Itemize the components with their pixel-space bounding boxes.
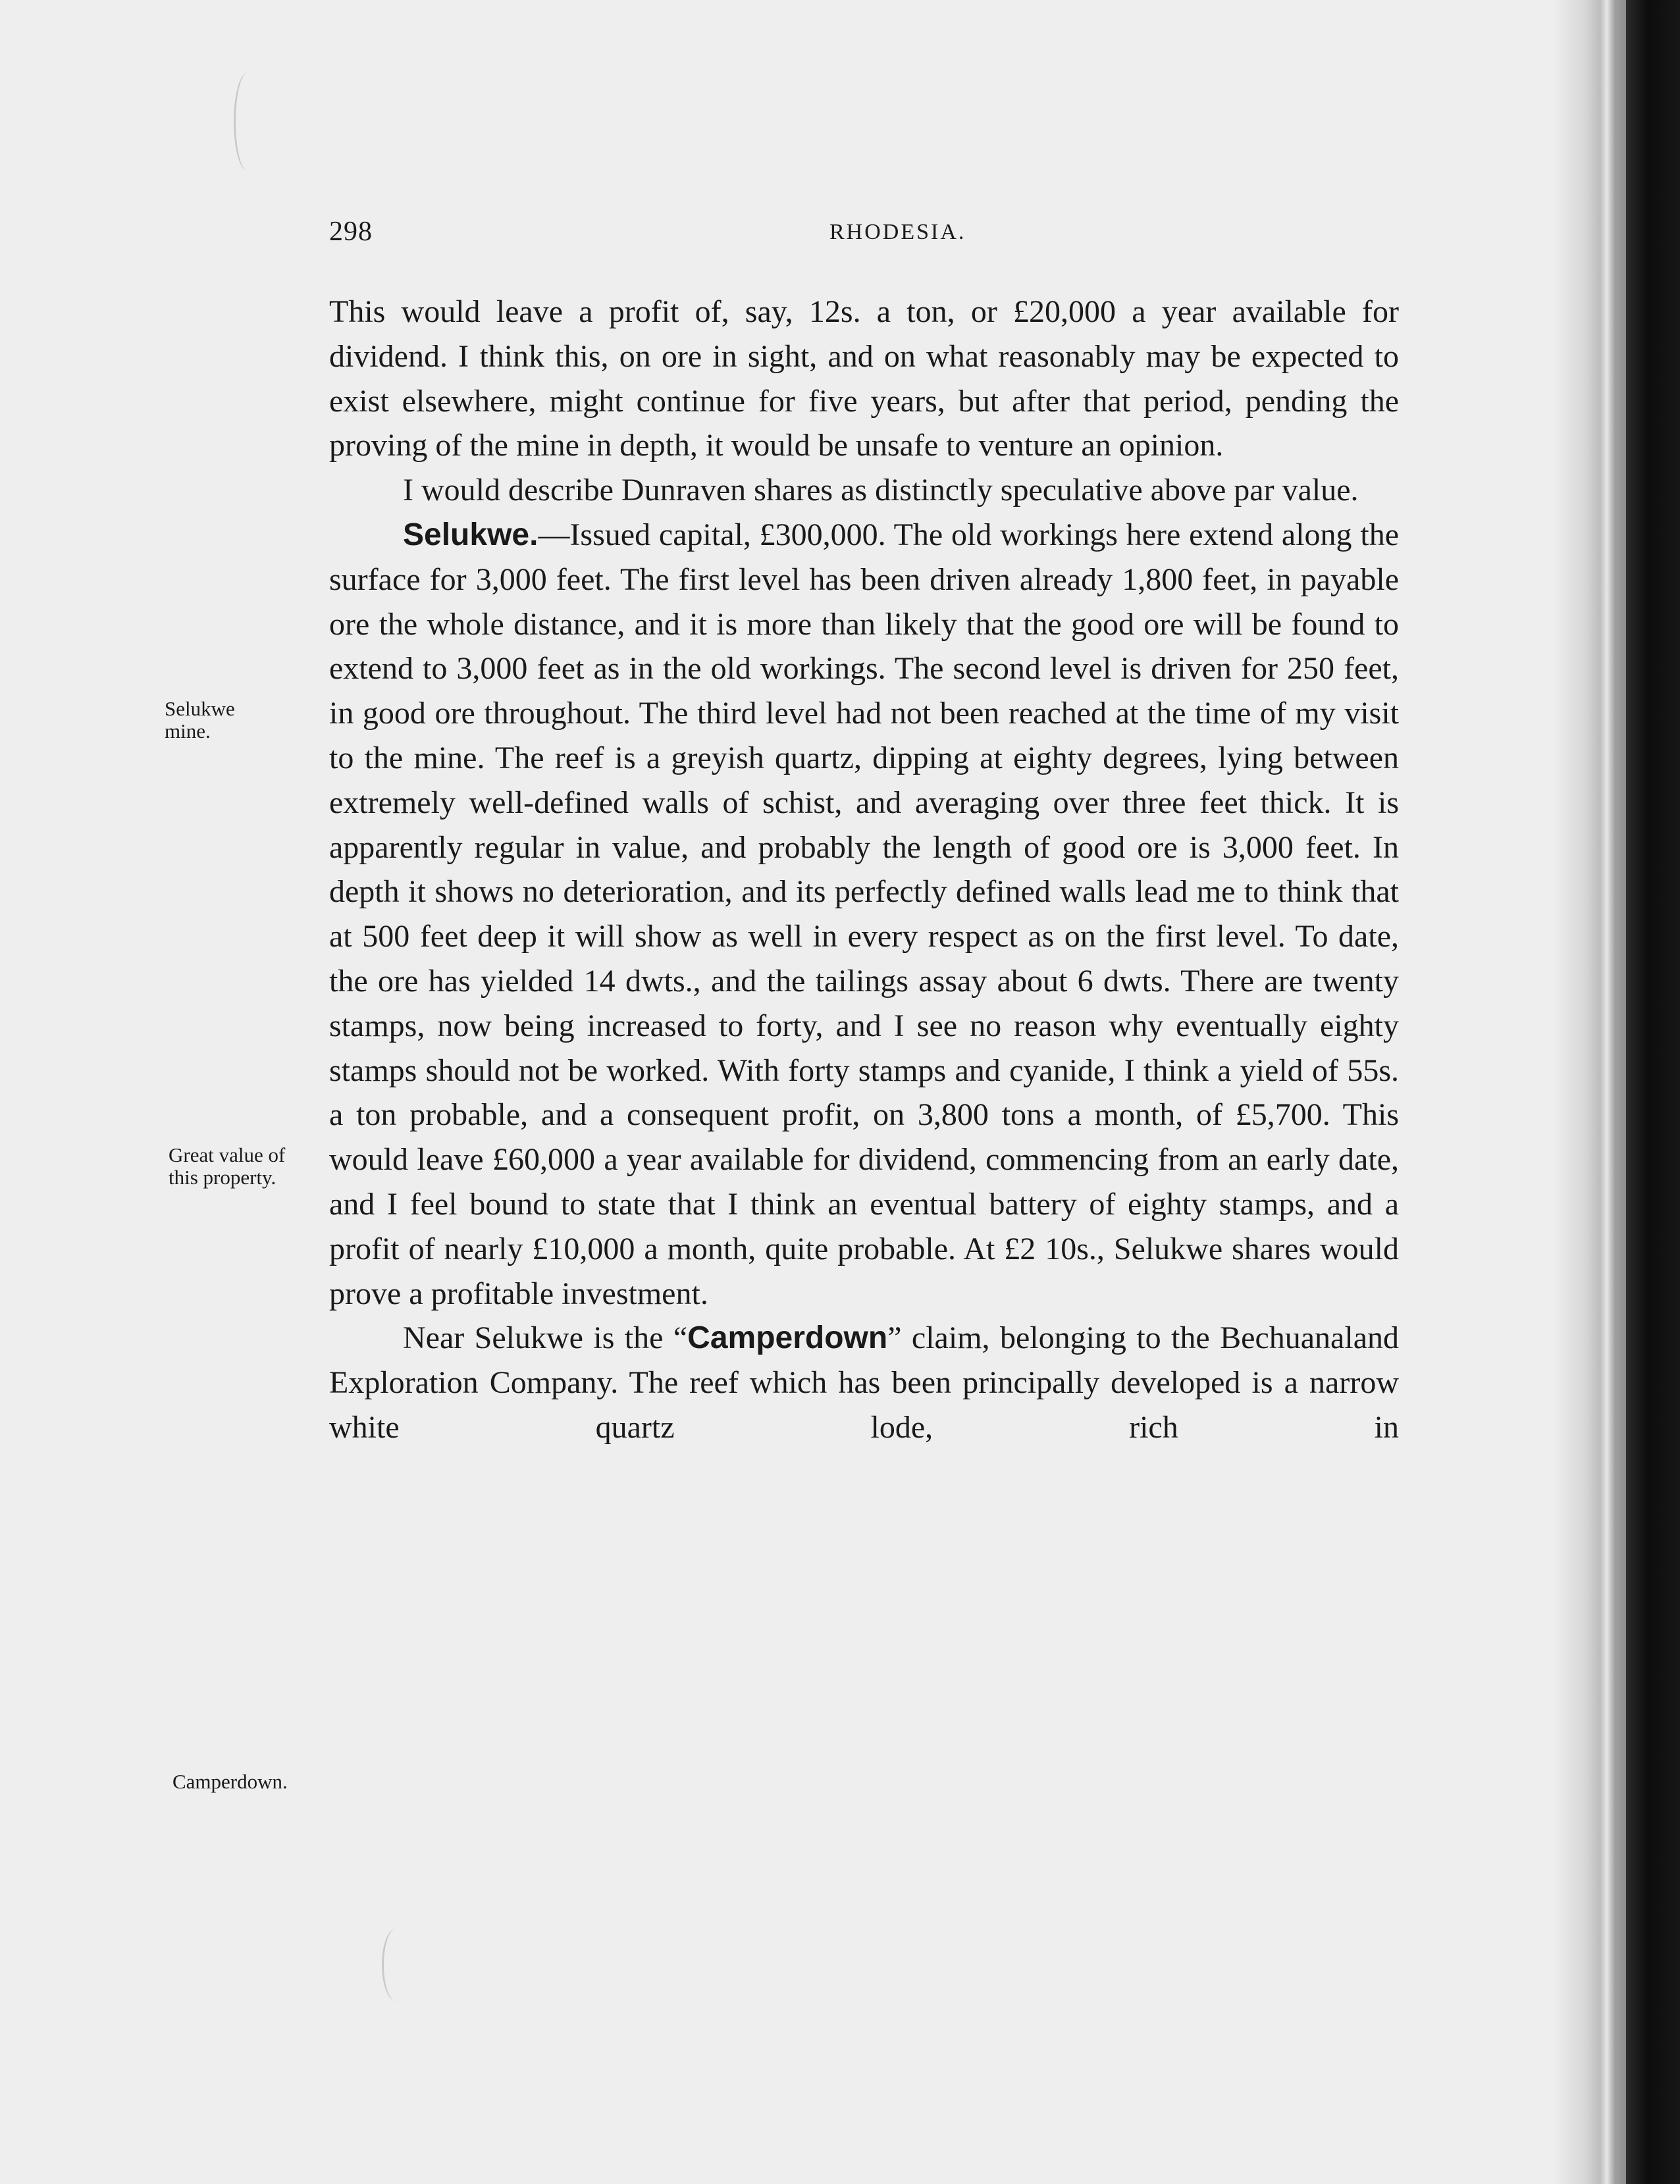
scan-border <box>1626 0 1680 2184</box>
page-edge-shadow <box>1554 0 1626 2184</box>
scan-artifact <box>382 1929 410 2001</box>
selukwe-text: —Issued capital, £300,000. The old workings here extend along the surface for 3,000 feet. The first level has been driven already 1,800 feet, in payable ore the whole distance, and it is more than likely that the good ore will be found to extend to 3,000 feet as in the old workings. The second level is driven for 250 feet, in good ore throughout. The third level had not been reached at the time of my visit to the mine. The reef is a greyish quartz, dipping at eighty degrees, lying between extremely well-defined walls of schist, and averaging over three feet thick. It is apparently regular in value, and probably the length of good ore is 3,000 feet. In depth it shows no deterioration, and its perfectly defined walls lead me to think that at 500 feet deep it will show as well in every respect as on the first level. To date, the ore has yielded 14 dwts., and the tailings assay about 6 dwts. There are twenty stamps, now being increased to forty, and I see no reason why eventually eighty stamps should not be worked. With forty stamps and cyanide, I think a yield of 55s. a ton probable, and a consequent profit, on 3,800 tons a month, of £5,700. This would leave £60,000 a year available for dividend, commencing from an early date, and I feel bound to state that I think an eventual battery of eighty stamps, and a profit of nearly £10,000 a month, quite probable. At £2 10s., Selukwe shares would prove a profitable investment. <box>329 517 1399 1311</box>
running-title: RHODESIA. <box>829 220 966 244</box>
marginal-note-great-value: Great value of this property. <box>169 1143 286 1189</box>
page-number: 298 <box>329 217 373 247</box>
page-edge-highlight <box>1600 0 1614 2184</box>
paragraph-dunraven-shares: I would describe Dunraven shares as distinctly speculative above par value. <box>403 473 1359 508</box>
camperdown-name: Camperdown <box>687 1320 888 1356</box>
scan-artifact <box>234 72 262 171</box>
paragraph-camperdown <box>329 1316 1399 1449</box>
body-text <box>329 290 1399 1450</box>
page-header <box>329 216 1409 255</box>
paragraph-selukwe <box>329 513 1399 1316</box>
camperdown-text: ” claim, belonging to the Bechuanaland Exploration Company. The reef which has been principally developed is a narrow white quartz lode, rich in <box>329 1320 1400 1445</box>
marginal-note-camperdown: Camperdown. <box>172 1770 288 1793</box>
marginal-note-selukwe-mine: Selukwe mine. <box>165 697 235 742</box>
paragraph-dunraven-profit: This would leave a profit of, say, 12s. a ton, or £20,000 a year available for dividend. I think this, on ore in sight, and on what reasonably may be expected to exist elsewhere, might continue for five years, but after that period, pending the proving of the mine in depth, it would be unsafe to venture an opinion. <box>329 294 1399 463</box>
selukwe-heading: Selukwe. <box>403 517 538 552</box>
camperdown-lead: Near Selukwe is the “ <box>403 1320 688 1356</box>
